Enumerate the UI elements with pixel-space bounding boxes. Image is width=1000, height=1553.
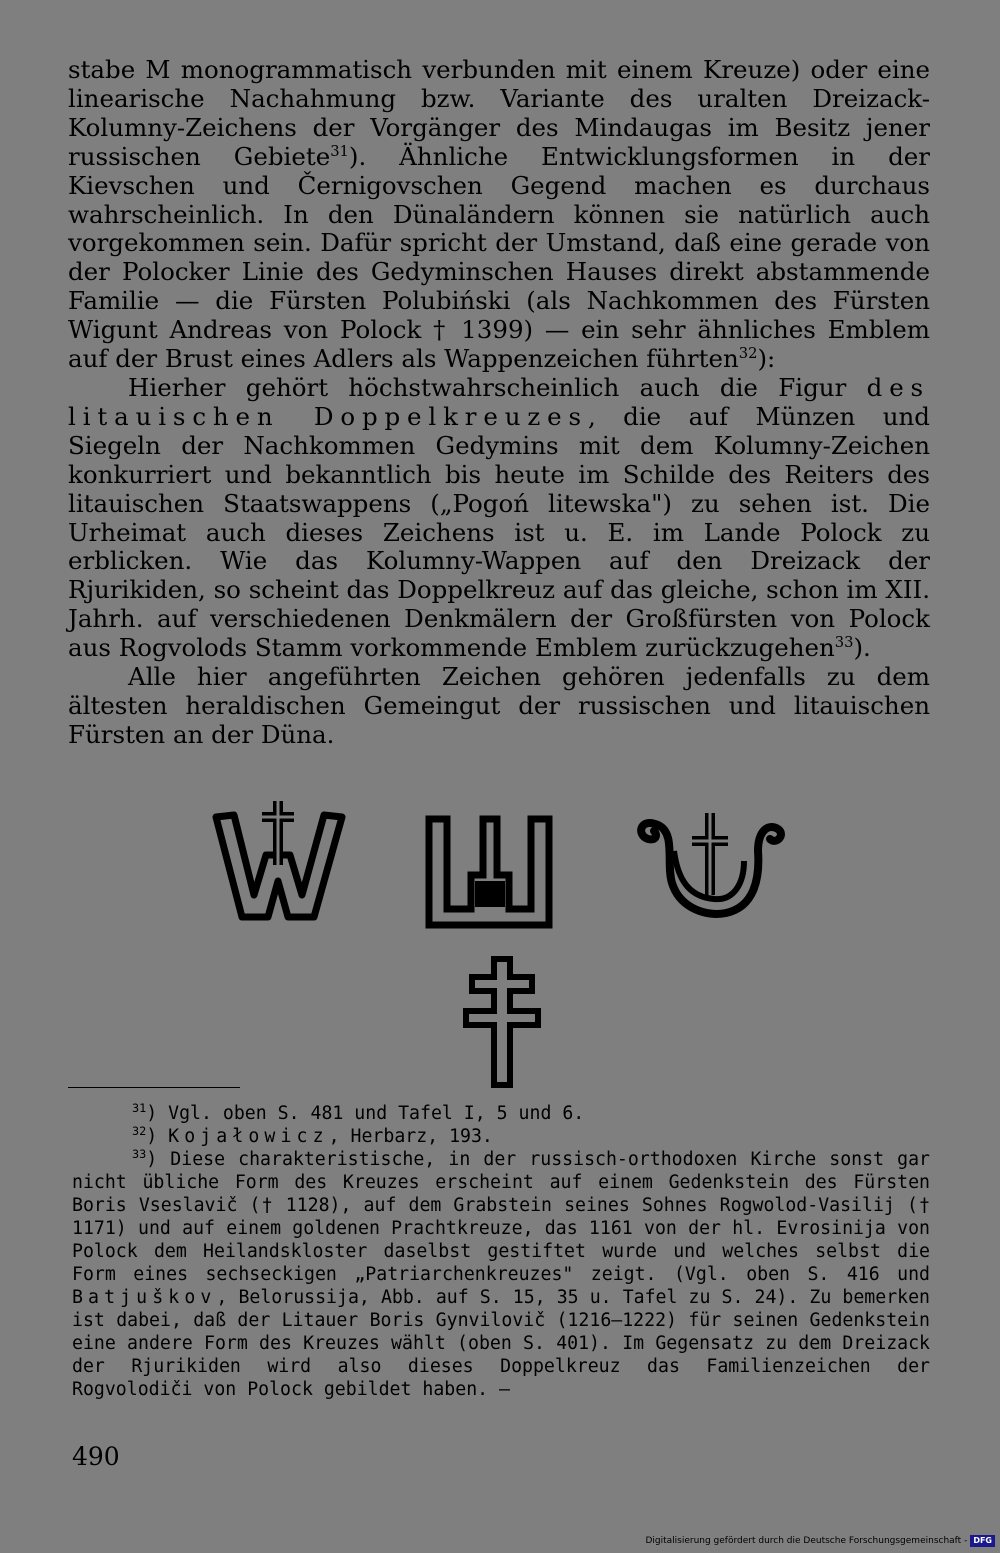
dfg-logo: DFG [970,1535,995,1547]
heraldic-signs-figure [200,790,800,1090]
paragraph-2-text-b: , die auf Münzen und Siegeln der Nachkommen Gedymins mit dem Kolumny-Zeichen konkurriert und bekanntlich bis heute im Schilde des Reiters des litauischen Staatswappens („Pogoń litewska") zu sehen ist. Die Urheimat auch dieses Zeichens ist u. E. im Lande Polock zu erblicken. Wie das Kolumny-Wappen auf den Dreizack der Rjurikiden, so scheint das Doppelkreuz auf das gleiche, schon im XII. Jahrh. auf verschiedenen Denkmälern der Großfürsten von Polock aus Rogvolods Stamm vorkommende Emblem zurückzugehen [68,401,930,663]
author-name: Batjuškov [72,1287,217,1308]
footnote-separator [68,1087,240,1088]
digitization-credit [645,1535,995,1547]
credit-text: Digitalisierung gefördert durch die Deutsche Forschungsgemeinschaft - [645,1536,968,1546]
footnote-number: 33 [132,1146,147,1161]
emphasized-term: des litauischen Doppelkreuzes [68,372,930,431]
footnote-text-b: , Belorussija, Abb. auf S. 15, 35 u. Tafel zu S. 24). Zu bemerken ist dabei, daß der Litauer Boris Gynvilovič (1216—1222) für seinen Gedenkstein eine andere Form des Kreuzes wählt (oben S. 401). Im Gegensatz zu dem Dreizack der Rjurikiden wird also dieses Doppelkreuz das Familienzeichen der Rogvolodiči von Polock gebildet haben. — [72,1287,930,1400]
paragraph-2-text-c: ). [853,633,871,663]
paragraph-1-text-a: stabe M monogrammatisch verbunden mit einem Kreuze) oder eine linearische Nachahmung bzw. Variante des uralten Dreizack-Kolumny-Zeichens der Vorgänger des Mindaugas im Besitz jener russischen Gebiete [68,55,930,171]
footnote-32: $^{32}$) Kojałowicz, Herbarz, 193. [132,1123,493,1147]
main-text [68,56,930,750]
paragraph-1-text-b: ). Ähnliche Entwicklungsformen in der Kievschen und Černigovschen Gegend machen es durchaus wahrscheinlich. In den Dünaländern können sie natürlich auch vorgekommen sein. Dafür spricht der Umstand, daß eine gerade von der Polocker Linie des Gedyminschen Hauses direkt abstammende Familie — die Fürsten Polubiński (als Nachkommen des Fürsten Wigunt Andreas von Polock † 1399) — ein sehr ähnliches Emblem auf der Brust eines Adlers als Wappenzeichen führten [68,141,930,374]
paragraph-3: Alle hier angeführten Zeichen gehören jedenfalls zu dem ältesten heraldischen Gemeingut der russischen und litauischen Fürsten an der Düna. [68,662,930,749]
footnote-ref-31[interactable]: 31 [330,142,349,160]
footnote-ref-33[interactable]: 33 [834,633,854,651]
page-number: 490 [72,1442,120,1471]
double-cross-sign [462,955,542,1090]
footnote-number: 32 [132,1123,147,1138]
kolumny-sign [425,815,555,930]
author-name: Kojałowicz [168,1126,329,1147]
paragraph-2 [68,374,930,663]
footnote-text: , Herbarz, 193. [328,1126,493,1147]
footnote-31 [72,1102,930,1125]
paragraph-2-text-a: Hierher gehört höchstwahrscheinlich auch die Figur [128,372,867,402]
w-cross-sign [210,795,350,925]
footnote-33 [72,1148,930,1401]
trident-cross-sign [630,805,785,925]
paragraph-1-text-c: ): [757,344,776,374]
footnote-ref-32[interactable]: 32 [738,344,758,362]
footnote-number: 31 [132,1100,147,1115]
footnotes [72,1102,930,1401]
footnote-text-a: ) Diese charakteristische, in der russisch-orthodoxen Kirche sonst gar nicht übliche Form des Kreuzes erscheint auf einem Gedenkstein des Fürsten Boris Vseslavič († 1128), auf dem Grabstein seines Sohnes Rogwolod-Vasilij († 1171) und auf einem goldenen Prachtkreuze, das 1161 von der hl. Evrosinija von Polock dem Heilandskloster daselbst gestiftet wurde und welches selbst die Form eines sechseckigen „Patriarchenkreuzes" zeigt. (Vgl. oben S. 416 und [72,1149,930,1285]
footnote-text: ) Vgl. oben S. 481 und Tafel I, 5 und 6. [146,1103,585,1124]
paragraph-1 [68,56,930,374]
